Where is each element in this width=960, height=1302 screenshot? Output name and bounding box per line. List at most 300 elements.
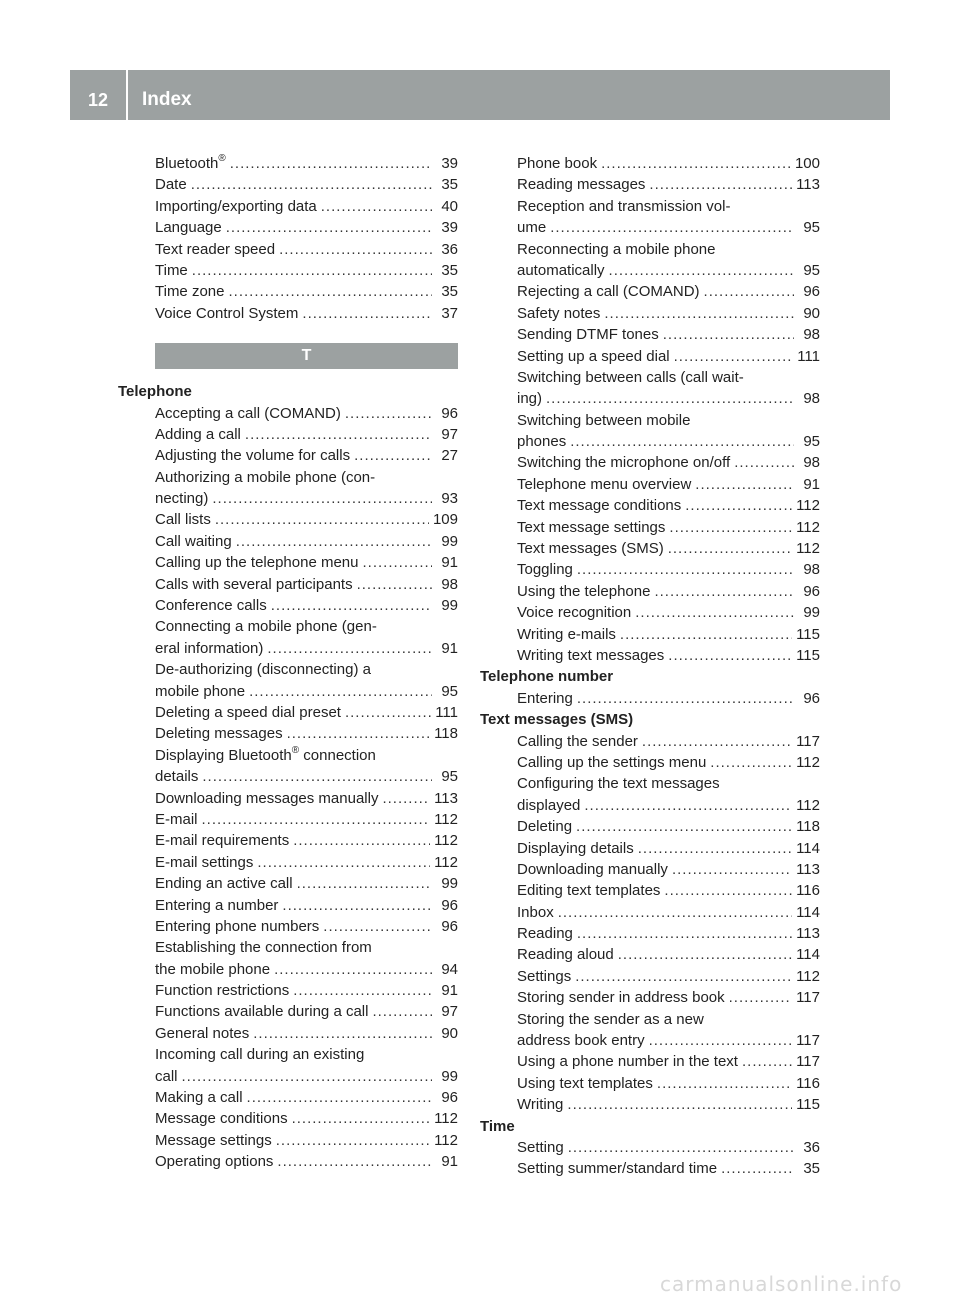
index-entry-line: Authorizing a mobile phone (con- bbox=[155, 468, 376, 486]
leader-dots bbox=[550, 217, 794, 238]
leader-dots bbox=[663, 324, 794, 345]
entry-text bbox=[155, 595, 267, 616]
entry-text bbox=[517, 324, 659, 345]
entry-label: mobile phone bbox=[155, 682, 246, 700]
index-entry[interactable] bbox=[480, 559, 820, 580]
leader-dots bbox=[570, 431, 794, 452]
entry-text bbox=[155, 1023, 249, 1044]
index-entry[interactable] bbox=[118, 303, 458, 324]
entry-text bbox=[517, 1073, 653, 1094]
entry-label: Reading aloud bbox=[517, 946, 614, 964]
entry-label: Deleting bbox=[517, 818, 573, 836]
leader-dots bbox=[635, 602, 794, 623]
page-ref: 109 bbox=[432, 511, 458, 529]
leader-dots bbox=[654, 581, 794, 602]
leader-dots bbox=[245, 424, 432, 445]
page-ref: 112 bbox=[796, 497, 820, 515]
index-entry[interactable] bbox=[118, 1130, 458, 1151]
index-entry[interactable] bbox=[118, 531, 458, 552]
leader-dots bbox=[372, 1001, 432, 1022]
index-entry[interactable] bbox=[480, 816, 820, 837]
entry-label: Voice Control System bbox=[155, 304, 299, 322]
leader-dots bbox=[721, 1158, 794, 1179]
entry-label: Ending an active call bbox=[155, 875, 293, 893]
leader-dots bbox=[236, 531, 432, 552]
entry-text bbox=[155, 1151, 273, 1172]
entry-text bbox=[155, 766, 198, 787]
leader-dots bbox=[577, 923, 792, 944]
entry-label: Inbox bbox=[517, 903, 554, 921]
index-entry[interactable] bbox=[480, 346, 820, 367]
entry-text bbox=[155, 509, 211, 530]
page-ref: 117 bbox=[796, 1032, 820, 1050]
entry-label: E-mail settings bbox=[155, 853, 254, 871]
entry-text bbox=[517, 944, 614, 965]
entry-label: the mobile phone bbox=[155, 960, 271, 978]
leader-dots bbox=[357, 574, 432, 595]
leader-dots bbox=[649, 1030, 793, 1051]
leader-dots bbox=[345, 702, 431, 723]
leader-dots bbox=[546, 388, 794, 409]
index-entry[interactable] bbox=[118, 895, 458, 916]
index-entry[interactable] bbox=[118, 1023, 458, 1044]
page-title: Index bbox=[142, 89, 192, 110]
index-entry[interactable] bbox=[118, 488, 458, 509]
index-entry[interactable] bbox=[118, 1151, 458, 1172]
leader-dots bbox=[734, 452, 794, 473]
leader-dots bbox=[382, 788, 430, 809]
entry-label: Accepting a call (COMAND) bbox=[155, 404, 341, 422]
entry-label: Entering phone numbers bbox=[155, 917, 320, 935]
entry-text bbox=[155, 174, 187, 195]
page-ref: 100 bbox=[794, 155, 820, 172]
page-ref: 35 bbox=[803, 1160, 820, 1178]
page-ref: 36 bbox=[441, 240, 458, 258]
page-ref: 96 bbox=[441, 917, 458, 935]
entry-text bbox=[155, 552, 358, 573]
entry-label: Function restrictions bbox=[155, 982, 290, 1000]
index-entry[interactable] bbox=[480, 1137, 820, 1158]
index-entry[interactable] bbox=[480, 474, 820, 495]
index-entry[interactable] bbox=[480, 388, 820, 409]
entry-label: Switching the microphone on/off bbox=[517, 454, 731, 472]
entry-text bbox=[517, 752, 706, 773]
index-entry-line bbox=[118, 745, 458, 766]
index-entry[interactable] bbox=[480, 281, 820, 302]
entry-text bbox=[517, 966, 571, 987]
index-entry[interactable] bbox=[480, 602, 820, 623]
entry-text bbox=[155, 488, 208, 509]
entry-label: Sending DTMF tones bbox=[517, 326, 659, 344]
page-ref: 95 bbox=[803, 433, 820, 451]
page-ref: 90 bbox=[803, 304, 820, 322]
entry-text bbox=[517, 474, 691, 495]
index-entry[interactable] bbox=[480, 260, 820, 281]
index-entry[interactable] bbox=[480, 731, 820, 752]
leader-dots bbox=[293, 980, 432, 1001]
entry-label: Settings bbox=[517, 967, 572, 985]
index-entry[interactable] bbox=[118, 830, 458, 851]
index-entry-line: Connecting a mobile phone (gen- bbox=[155, 618, 377, 636]
leader-dots bbox=[282, 895, 432, 916]
entry-label: Writing bbox=[517, 1096, 564, 1114]
page-ref: 91 bbox=[441, 1153, 458, 1171]
index-entry[interactable] bbox=[480, 923, 820, 944]
leader-dots bbox=[575, 966, 792, 987]
entry-label: Writing text messages bbox=[517, 646, 665, 664]
entry-text bbox=[517, 303, 600, 324]
entry-label: General notes bbox=[155, 1024, 250, 1042]
entry-text bbox=[517, 217, 546, 238]
entry-text bbox=[155, 959, 270, 980]
index-entry[interactable] bbox=[480, 1051, 820, 1072]
index-entry[interactable] bbox=[118, 239, 458, 260]
page-ref: 112 bbox=[434, 853, 458, 871]
leader-dots bbox=[642, 731, 792, 752]
index-entry-line: Reconnecting a mobile phone bbox=[517, 240, 716, 258]
entry-text bbox=[155, 916, 319, 937]
index-entry[interactable] bbox=[480, 966, 820, 987]
index-heading: Text messages (SMS) bbox=[480, 711, 634, 729]
page-ref: 113 bbox=[434, 789, 458, 807]
page-ref: 95 bbox=[803, 261, 820, 279]
entry-label: Downloading messages manually bbox=[155, 789, 379, 807]
index-entry[interactable] bbox=[118, 174, 458, 195]
page-ref: 96 bbox=[441, 1089, 458, 1107]
leader-dots bbox=[558, 902, 792, 923]
page-ref: 112 bbox=[796, 540, 820, 558]
page-ref: 112 bbox=[434, 1110, 458, 1128]
entry-label: Calls with several participants bbox=[155, 575, 353, 593]
leader-dots bbox=[685, 495, 792, 516]
index-entry[interactable] bbox=[118, 424, 458, 445]
entry-label: Rejecting a call (COMAND) bbox=[517, 283, 700, 301]
leader-dots bbox=[323, 916, 432, 937]
index-entry[interactable] bbox=[480, 880, 820, 901]
entry-text bbox=[517, 688, 573, 709]
entry-text bbox=[517, 859, 668, 880]
page-ref: 115 bbox=[796, 646, 820, 664]
entry-text bbox=[155, 1108, 288, 1129]
page-ref: 95 bbox=[441, 682, 458, 700]
index-entry[interactable] bbox=[480, 1158, 820, 1179]
index-entry[interactable] bbox=[480, 452, 820, 473]
index-entry[interactable] bbox=[480, 1073, 820, 1094]
entry-text bbox=[155, 702, 341, 723]
index-entry[interactable] bbox=[480, 153, 820, 174]
entry-text bbox=[517, 581, 650, 602]
entry-text bbox=[517, 1094, 563, 1115]
index-entry[interactable] bbox=[480, 303, 820, 324]
entry-label: eral information) bbox=[155, 639, 264, 657]
index-entry[interactable] bbox=[118, 788, 458, 809]
page-ref: 96 bbox=[441, 896, 458, 914]
leader-dots bbox=[668, 538, 792, 559]
page-ref: 112 bbox=[796, 518, 820, 536]
index-entry[interactable] bbox=[118, 1066, 458, 1087]
entry-text bbox=[155, 873, 293, 894]
entry-text bbox=[517, 1030, 645, 1051]
entry-text bbox=[517, 902, 554, 923]
leader-dots bbox=[202, 809, 431, 830]
index-entry[interactable] bbox=[118, 809, 458, 830]
entry-label: Using a phone number in the text bbox=[517, 1053, 738, 1071]
entry-text bbox=[155, 260, 188, 281]
entry-text bbox=[517, 153, 597, 174]
entry-text bbox=[155, 723, 283, 744]
index-entry[interactable] bbox=[118, 980, 458, 1001]
index-entry[interactable] bbox=[480, 645, 820, 666]
index-entry[interactable] bbox=[118, 852, 458, 873]
leader-dots bbox=[567, 1094, 792, 1115]
entry-label: Calling the sender bbox=[517, 732, 638, 750]
index-entry[interactable] bbox=[118, 196, 458, 217]
entry-text bbox=[517, 816, 572, 837]
entry-text bbox=[155, 403, 341, 424]
entry-text bbox=[517, 452, 730, 473]
leader-dots bbox=[215, 509, 429, 530]
page-ref: 97 bbox=[441, 1003, 458, 1021]
page-number: 12 bbox=[87, 90, 109, 110]
entry-text bbox=[155, 153, 226, 174]
page-ref: 112 bbox=[434, 832, 458, 850]
entry-label: necting) bbox=[155, 490, 209, 508]
index-entry[interactable] bbox=[118, 916, 458, 937]
entry-text bbox=[155, 424, 241, 445]
entry-label: Adjusting the volume for calls bbox=[155, 447, 351, 465]
entry-label: Entering bbox=[517, 689, 573, 707]
index-entry[interactable] bbox=[118, 281, 458, 302]
index-entry[interactable] bbox=[480, 624, 820, 645]
index-entry[interactable] bbox=[118, 552, 458, 573]
page-ref: 111 bbox=[435, 703, 458, 721]
entry-label: Date bbox=[155, 176, 187, 194]
page-ref: 118 bbox=[434, 725, 458, 743]
entry-label: Storing sender in address book bbox=[517, 989, 725, 1007]
index-entry[interactable] bbox=[480, 495, 820, 516]
leader-dots bbox=[704, 281, 794, 302]
index-entry[interactable] bbox=[480, 174, 820, 195]
leader-dots bbox=[182, 1066, 432, 1087]
entry-label: Conference calls bbox=[155, 597, 267, 615]
leader-dots bbox=[297, 873, 432, 894]
leader-dots bbox=[584, 795, 792, 816]
index-entry[interactable] bbox=[480, 431, 820, 452]
page-ref: 113 bbox=[796, 925, 820, 943]
page-ref: 27 bbox=[441, 447, 458, 465]
leader-dots bbox=[620, 624, 792, 645]
index-entry[interactable] bbox=[118, 260, 458, 281]
leader-dots bbox=[710, 752, 792, 773]
leader-dots bbox=[293, 830, 430, 851]
entry-text bbox=[517, 987, 725, 1008]
index-entry[interactable] bbox=[480, 902, 820, 923]
page-ref: 39 bbox=[441, 219, 458, 237]
entry-label: Telephone menu overview bbox=[517, 475, 692, 493]
index-entry[interactable] bbox=[118, 702, 458, 723]
page-ref: 114 bbox=[796, 903, 820, 921]
leader-dots bbox=[321, 196, 432, 217]
entry-label: Time zone bbox=[155, 283, 225, 301]
page-ref: 116 bbox=[796, 882, 820, 900]
leader-dots bbox=[568, 1137, 794, 1158]
page-ref: 93 bbox=[441, 490, 458, 508]
entry-text bbox=[517, 645, 664, 666]
entry-text bbox=[517, 624, 616, 645]
page-ref: 91 bbox=[441, 639, 458, 657]
page-ref: 91 bbox=[441, 554, 458, 572]
page-ref: 91 bbox=[441, 982, 458, 1000]
leader-dots bbox=[302, 303, 432, 324]
entry-text bbox=[155, 574, 353, 595]
index-entry[interactable] bbox=[118, 445, 458, 466]
index-entry[interactable] bbox=[480, 1030, 820, 1051]
index-entry[interactable] bbox=[118, 1087, 458, 1108]
entry-text bbox=[517, 388, 542, 409]
leader-dots bbox=[226, 217, 432, 238]
entry-text bbox=[155, 531, 232, 552]
leader-dots bbox=[672, 859, 792, 880]
index-entry[interactable] bbox=[480, 324, 820, 345]
entry-label: Adding a call bbox=[155, 425, 241, 443]
leader-dots bbox=[664, 880, 792, 901]
page-ref: 116 bbox=[796, 1074, 820, 1092]
entry-label: Bluetooth bbox=[155, 155, 219, 172]
entry-text bbox=[517, 1137, 564, 1158]
index-entry-line: Establishing the connection from bbox=[155, 939, 372, 957]
index-entry[interactable] bbox=[118, 681, 458, 702]
leader-dots bbox=[649, 174, 792, 195]
index-entry[interactable] bbox=[118, 766, 458, 787]
leader-dots bbox=[668, 645, 792, 666]
index-entry[interactable] bbox=[118, 574, 458, 595]
entry-text bbox=[155, 1066, 178, 1087]
index-entry[interactable] bbox=[480, 517, 820, 538]
page-ref: 36 bbox=[803, 1138, 820, 1156]
leader-dots bbox=[638, 838, 792, 859]
entry-text: Displaying Bluetooth bbox=[155, 746, 292, 764]
page-ref: 94 bbox=[441, 960, 458, 978]
index-entry[interactable] bbox=[480, 838, 820, 859]
page-ref: 117 bbox=[796, 732, 820, 750]
index-entry[interactable] bbox=[480, 217, 820, 238]
entry-label: Deleting a speed dial preset bbox=[155, 703, 341, 721]
entry-text bbox=[155, 980, 289, 1001]
entry-label: automatically bbox=[517, 261, 605, 279]
index-entry[interactable] bbox=[480, 538, 820, 559]
index-entry[interactable] bbox=[118, 509, 458, 530]
index-entry[interactable] bbox=[118, 723, 458, 744]
entry-text bbox=[517, 602, 631, 623]
entry-label: Setting summer/standard time bbox=[517, 1160, 718, 1178]
index-entry[interactable] bbox=[480, 688, 820, 709]
page-ref: 113 bbox=[796, 176, 820, 194]
leader-dots bbox=[202, 766, 432, 787]
entry-text: connection bbox=[299, 746, 376, 764]
index-entry[interactable] bbox=[118, 403, 458, 424]
entry-text bbox=[155, 303, 298, 324]
entry-text bbox=[517, 281, 700, 302]
leader-dots bbox=[601, 153, 791, 174]
entry-label: Message settings bbox=[155, 1131, 272, 1149]
index-entry[interactable] bbox=[480, 752, 820, 773]
page-ref: 112 bbox=[796, 796, 820, 814]
index-entry-line: Storing the sender as a new bbox=[517, 1010, 704, 1028]
page-ref: 98 bbox=[803, 561, 820, 579]
entry-label: Deleting messages bbox=[155, 725, 283, 743]
index-entry[interactable] bbox=[118, 595, 458, 616]
leader-dots bbox=[287, 723, 431, 744]
entry-text bbox=[517, 517, 665, 538]
leader-dots bbox=[247, 1087, 432, 1108]
entry-text bbox=[517, 838, 634, 859]
entry-label: E-mail bbox=[155, 810, 198, 828]
entry-label: ume bbox=[517, 219, 547, 237]
leader-dots bbox=[669, 517, 792, 538]
leader-dots bbox=[618, 944, 792, 965]
page-ref: 117 bbox=[796, 1053, 820, 1071]
index-heading: Telephone number bbox=[480, 668, 614, 686]
entry-label: Text message conditions bbox=[517, 497, 682, 515]
index-entry[interactable] bbox=[480, 944, 820, 965]
index-heading: Telephone bbox=[118, 383, 192, 401]
index-entry[interactable] bbox=[480, 859, 820, 880]
entry-label: Calling up the telephone menu bbox=[155, 554, 359, 572]
entry-text bbox=[155, 281, 224, 302]
index-heading: Time bbox=[480, 1117, 515, 1135]
page-ref: 114 bbox=[796, 839, 820, 857]
entry-label: Editing text templates bbox=[517, 882, 661, 900]
page-ref: 113 bbox=[796, 860, 820, 878]
index-entry[interactable] bbox=[480, 987, 820, 1008]
index-entry[interactable] bbox=[118, 959, 458, 980]
entry-text bbox=[517, 731, 638, 752]
entry-text bbox=[517, 538, 664, 559]
page-ref: 112 bbox=[796, 753, 820, 771]
index-entry[interactable] bbox=[118, 217, 458, 238]
index-entry-line: Switching between calls (call wait- bbox=[517, 368, 744, 386]
page-ref: 112 bbox=[796, 967, 820, 985]
index-entry[interactable] bbox=[118, 873, 458, 894]
leader-dots bbox=[277, 1151, 432, 1172]
index-entry[interactable] bbox=[480, 1094, 820, 1115]
leader-dots bbox=[274, 959, 432, 980]
index-entry[interactable] bbox=[118, 1108, 458, 1129]
index-entry[interactable] bbox=[118, 1001, 458, 1022]
entry-text bbox=[155, 809, 198, 830]
entry-label: Voice recognition bbox=[517, 604, 632, 622]
page-ref: 111 bbox=[797, 347, 820, 365]
entry-label: Making a call bbox=[155, 1089, 243, 1107]
entry-text bbox=[155, 217, 222, 238]
entry-text bbox=[517, 174, 645, 195]
page-ref: 115 bbox=[796, 1096, 820, 1114]
entry-label: address book entry bbox=[517, 1032, 645, 1050]
entry-text bbox=[155, 239, 275, 260]
index-entry[interactable] bbox=[480, 581, 820, 602]
index-entry[interactable] bbox=[118, 638, 458, 659]
entry-label: call bbox=[155, 1067, 178, 1085]
leader-dots bbox=[604, 303, 794, 324]
index-entry-line: Switching between mobile bbox=[517, 411, 691, 429]
entry-text bbox=[517, 795, 580, 816]
entry-text bbox=[155, 196, 317, 217]
index-entry[interactable] bbox=[480, 795, 820, 816]
index-entry[interactable] bbox=[118, 153, 458, 174]
section-letter-bar: T bbox=[155, 343, 458, 369]
page-ref: 95 bbox=[441, 768, 458, 786]
entry-text bbox=[517, 346, 670, 367]
